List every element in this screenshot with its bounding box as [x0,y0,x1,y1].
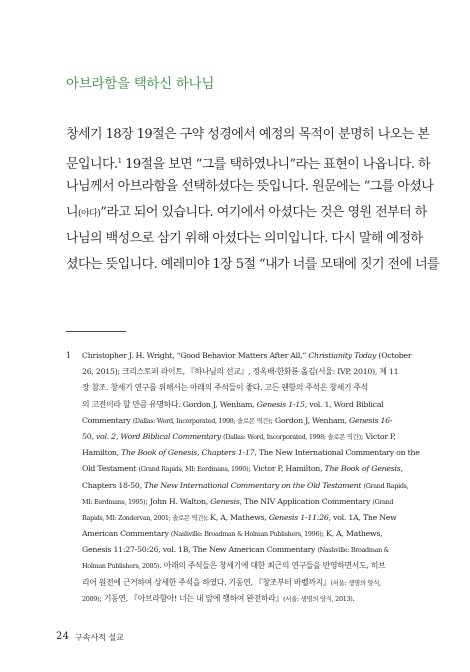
footnote-line [82,542,422,558]
footnote-segment: Genesis 11:27-50:26, vol. 1B, The New American Commentary [82,545,318,555]
footnote-segment: , vol. 1A, The New [328,512,397,522]
body-paragraph [66,122,440,278]
italic-title: The Book of Genesis, [324,464,403,474]
footnote-divider [66,331,126,332]
publication-info: Holman Publishers, 2005) [82,562,160,571]
italic-title: The Book of Genesis, Chapters 1-17 [121,448,255,458]
footnote-segment: ; K, A, Mathews, [321,529,383,539]
body-line [66,252,440,278]
hebrew-gloss: (야다) [78,209,101,219]
footnote-marker: 1 [117,157,122,165]
footnote-line [82,380,422,396]
footnote-segment: 50 [82,431,92,441]
section-heading: 아브라함을 택하신 하나님 [66,76,215,92]
publication-info: (Grand Rapids, [363,481,409,490]
footnote-number: 1 [66,351,72,360]
footnote-segment: ; Gordon J, Wenham, [270,415,349,425]
footnote-line [82,478,422,494]
footnote-segment: ; K, A, Mathews, [205,512,269,522]
footnote-segment: Hamilton, [82,448,122,458]
footnote-line [82,510,422,526]
footnote-segment: 26, 2015); 크리스토퍼 라이트, 『하나님의 선교』, 정옥배·한화룡 옮김(서울: IVP, 2010), 제 11 [82,367,399,377]
footnote-line [82,526,422,542]
footnote-segment: Christopher J. H. Wright, “Good Behavior Matters After All,” [82,351,309,360]
footnote-segment: ; Victor P, Hamilton, [248,464,325,474]
publication-info: (Nashville: Broadman & Holman Publishers, 1996) [170,530,322,539]
footnote-segment: . [352,593,355,603]
running-head: 구속사적 설교 [75,633,124,642]
italic-title: Genesis 1-15 [256,399,305,409]
text: 19절을 보면 “그를 택하였나니”라는 표현이 나옵니다. 하 [121,157,430,172]
footnote-line [82,558,422,574]
footnote-segment: 장 참조. 창세기 연구를 위해서는 아래의 주석들이 좋다. 고든 웬함의 주석은 창세기 주석 [82,383,369,393]
footnote-segment: , vol. 1, Word Biblical [304,399,384,409]
publication-info: MI: Eerdmans, 1995) [82,497,146,506]
body-line [66,122,430,148]
footnote-line [82,364,422,380]
publication-info: (Nashville: Broadman & [317,546,390,555]
footnote-line [82,591,422,607]
italic-title: Genesis 1-11:26 [268,512,329,522]
text: ”라고 되어 있습니다. 여기에서 아셨다는 것은 영원 전부터 하 [100,205,427,220]
publication-info: (Grand [372,497,394,506]
footnote-segment: American Commentary [82,529,171,539]
italic-title: Genesis 16- [349,415,393,425]
footnote-segment: (October [376,351,412,360]
footnote-segment: Old Testament [82,464,139,474]
italic-title: , The New International Commentary on the Old Testament [139,480,364,490]
italic-title: , vol. 2, Word Biblical Commentary [91,431,224,441]
publication-info: 2009) [82,594,100,603]
publication-info: (Dallas: Word, Incorporated, 1998; 솔로몬 역간) [132,416,271,425]
footnote-segment: , The NIV Application Commentary [239,496,373,506]
footnote-line [82,397,422,413]
footnote-segment: ; 기동연, 『아브라함아! 너는 내 앞에 행하여 완전하라』 [99,593,284,603]
italic-title: Christianity Today [308,351,377,360]
body-line [66,148,430,174]
footnote-segment: ; Victor P, [360,431,396,441]
footnote-line [82,413,422,429]
page-number: 24 [56,631,70,642]
body-line [66,174,434,200]
footnote-segment: 의 고전이라 할 만큼 유명하다. Gordon J, Wenham, [82,399,257,409]
text: 문입니다. [66,157,118,172]
text: 나님께서 아브라함을 선택하셨다는 뜻입니다. 원문에는 “그를 아셨나 [66,179,434,194]
footnote-segment: Chapters 18-50 [82,480,140,490]
body-line [66,200,427,226]
footnote-line [82,429,422,445]
text: 나님의 백성으로 삼기 위해 아셨다는 의미입니다. 다시 말해 예정하 [66,231,423,246]
footnote-line [82,494,422,510]
body-line [66,226,423,252]
footnote-segment: Commentary [82,415,133,425]
footnote-line [82,461,422,477]
footnote-line [82,348,422,364]
publication-info: (서울: 생명의 양식, [330,578,381,587]
text: 창세기 18장 19절은 구약 성경에서 예정의 목적이 분명히 나오는 본 [66,127,430,142]
footnote-segment: , The New International Commentary on the [254,448,420,458]
footnote-text [82,348,422,607]
footnote-segment: . 아래의 주석들은 창세기에 대한 최근의 연구들을 반영하면서도, 히브 [159,561,386,571]
publication-info: Rapids, MI: Zondervan, 2001; 솔로몬 역간) [82,513,206,522]
footnote-line [82,445,422,461]
footnote-segment: ; John H. Walton, [145,496,211,506]
publication-info: (Grand Rapids, MI: Eerdmans, 1990) [138,465,249,474]
footnote-line [82,575,422,591]
text: 니 [66,205,79,220]
publication-info: (서울: 생명의 양식, 2013) [283,594,353,603]
publication-info: (Dallas: Word, Incorporated, 1998; 솔로몬 역간) [223,432,361,441]
italic-title: Genesis [210,496,240,506]
footnote-segment: 리어 원전에 근거하여 상세한 주석을 하였다. 기동연, 『창조부터 바벨까지』 [82,577,331,587]
text: 셨다는 뜻입니다. 예레미야 1장 5절 “내가 너를 모태에 짓기 전에 너를 [66,257,440,272]
